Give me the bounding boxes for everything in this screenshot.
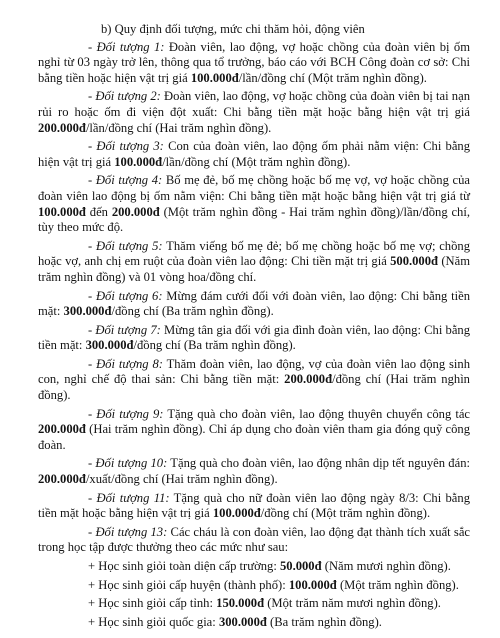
text-segment: /lần/đồng chí (Một trăm nghìn đồng). [238, 70, 427, 85]
text-segment: Tặng quà cho đoàn viên, lao động nhân dịp tết nguyên đán: [167, 456, 470, 471]
beneficiary-label: - Đối tượng 2: [88, 89, 161, 104]
beneficiary-label: - Đối tượng 4: [88, 173, 163, 188]
beneficiary-paragraphs [38, 40, 470, 556]
beneficiary-label: - Đối tượng 1: [88, 39, 165, 54]
beneficiary-label: - Đối tượng 10: [88, 456, 168, 471]
text-segment: /đồng chí (Ba trăm nghìn đồng). [111, 304, 274, 319]
amount: 500.000đ [390, 254, 439, 269]
text-segment: (Năm mươi nghìn đồng). [321, 559, 451, 573]
text-segment: /lần/đồng chí (Hai trăm nghìn đồng). [85, 120, 272, 135]
amount: 100.000đ [190, 70, 239, 85]
amount: 100.000đ [114, 154, 163, 169]
beneficiary-label: - Đối tượng 3: [88, 139, 164, 154]
beneficiary-paragraph [38, 139, 470, 170]
text-segment: (Một trăm năm mươi nghìn đồng). [264, 596, 441, 611]
beneficiary-paragraph [38, 89, 470, 136]
text-segment: /đồng chí (Một trăm nghìn đồng). [260, 506, 431, 521]
amount: 100.000đ [288, 577, 337, 592]
beneficiary-paragraph [38, 525, 470, 556]
text-segment: (Một trăm nghìn đồng - Hai trăm nghìn đồng)/lần/đồng chí, tùy theo mức độ. [38, 204, 470, 235]
list-item [38, 578, 470, 594]
amount: 150.000đ [216, 596, 265, 611]
list-item [38, 596, 470, 612]
beneficiary-paragraph [38, 40, 470, 87]
beneficiary-paragraph [38, 407, 470, 454]
text-segment: Tặng quà cho đoàn viên, lao động thuyên chuyển công tác [163, 406, 470, 421]
text-segment: Đoàn viên, lao động, vợ hoặc chồng của đoàn viên bị ốm nghỉ từ 03 ngày trở lên, thông qua tổ trưởng, báo cáo với BCH Công đoàn cơ sở: Chi bằng tiền hoặc hiện vật trị giá [38, 39, 470, 85]
amount: 300.000đ [63, 304, 112, 319]
beneficiary-paragraph [38, 456, 470, 487]
beneficiary-paragraph [38, 323, 470, 354]
amount: 100.000đ [38, 204, 86, 219]
text-segment: + Học sinh giỏi quốc gia: [88, 614, 219, 629]
text-segment: Tặng quà cho nữ đoàn viên lao động ngày 8/3: Chi bằng tiền mặt hoặc bằng hiện vật trị giá [38, 490, 470, 521]
text-segment: Các cháu là con đoàn viên, lao động đạt thành tích xuất sắc trong học tập được thưởng theo các mức như sau: [38, 524, 471, 555]
text-segment: đến [85, 204, 112, 219]
text-segment: Bố mẹ đẻ, bố mẹ chồng hoặc bố mẹ vợ, vợ hoặc chồng của đoàn viên lao động bị ốm nằm viện: Chi bằng tiền mặt hoặc bằng hiện vật trị giá từ [38, 173, 470, 203]
text-segment: Mừng tân gia đối với gia đình đoàn viên, lao động: Chi bằng tiền mặt: [38, 322, 471, 353]
beneficiary-paragraph [38, 357, 470, 404]
text-segment: Thăm đoàn viên, lao động, vợ của đoàn viên lao động sinh con, nghỉ chế độ thai sản: Chi bằng tiền mặt: [38, 356, 470, 387]
text-segment: Thăm viếng bố mẹ đẻ; bố mẹ chồng hoặc bố mẹ vợ; chồng hoặc vợ, anh chị em ruột của đoàn viên lao động: Chi tiền mặt trị giá [38, 238, 470, 269]
text-segment: (Một trăm nghìn đồng). [336, 577, 459, 592]
amount: 200.000đ [38, 120, 86, 135]
beneficiary-paragraph [38, 239, 470, 286]
beneficiary-paragraph [38, 491, 470, 522]
text-segment: + Học sinh giỏi cấp huyện (thành phố): [88, 577, 289, 592]
beneficiary-label: - Đối tượng 13: [88, 524, 168, 539]
amount: 300.000đ [85, 338, 134, 353]
text-segment: /xuất/đồng chí (Hai trăm nghìn đồng). [85, 472, 278, 487]
text-segment: (Hai trăm nghìn đồng). Chỉ áp dụng cho đoàn viên tham gia đóng quỹ công đoàn. [38, 422, 470, 452]
list-item [38, 615, 470, 631]
text-segment: + Học sinh giỏi toàn diện cấp trường: [88, 559, 280, 573]
section-heading: b) Quy định đối tượng, mức chi thăm hỏi, động viên [101, 22, 365, 36]
amount: 200.000đ [38, 422, 86, 437]
text-segment: /đồng chí (Ba trăm nghìn đồng). [133, 338, 296, 353]
beneficiary-label: - Đối tượng 5: [88, 238, 163, 253]
text-segment: Đoàn viên, lao động, vợ hoặc chồng của đoàn viên bị tai nạn rủi ro hoặc ốm đi viện đột xuất: Chi bằng tiền mặt hoặc bằng hiện vật trị giá [38, 89, 470, 119]
beneficiary-paragraph [38, 289, 470, 320]
list-item [38, 559, 470, 575]
text-segment: + Học sinh giỏi cấp tỉnh: [88, 596, 217, 611]
text-segment: (Ba trăm nghìn đồng). [266, 614, 382, 629]
text-segment: Mừng đám cưới đối với đoàn viên, lao động: Chi bằng tiền mặt: [38, 288, 470, 319]
beneficiary-paragraph [38, 173, 470, 235]
text-segment: (Năm trăm nghìn đồng) và 01 vòng hoa/đồng chí. [38, 254, 471, 284]
amount: 300.000đ [218, 614, 267, 629]
beneficiary-label: - Đối tượng 9: [88, 406, 164, 421]
beneficiary-label: - Đối tượng 7: [88, 322, 161, 337]
amount: 200.000đ [111, 204, 160, 219]
beneficiary-label: - Đối tượng 8: [88, 356, 163, 371]
text-segment: /đồng chí (Hai trăm nghìn đồng). [38, 372, 470, 403]
amount: 100.000đ [212, 506, 261, 521]
text-segment: /lần/đồng chí (Một trăm nghìn đồng). [162, 154, 351, 169]
beneficiary-label: - Đối tượng 11: [88, 490, 170, 505]
beneficiary-label: - Đối tượng 6: [88, 288, 163, 303]
amount: 200.000đ [284, 372, 333, 387]
student-award-list [38, 559, 470, 630]
amount: 200.000đ [38, 472, 86, 487]
text-segment: Con của đoàn viên, lao động ốm phải nằm viện: Chi bằng hiện vật trị giá [38, 139, 471, 169]
document-page [38, 22, 470, 633]
amount: 50.000đ [279, 559, 322, 573]
